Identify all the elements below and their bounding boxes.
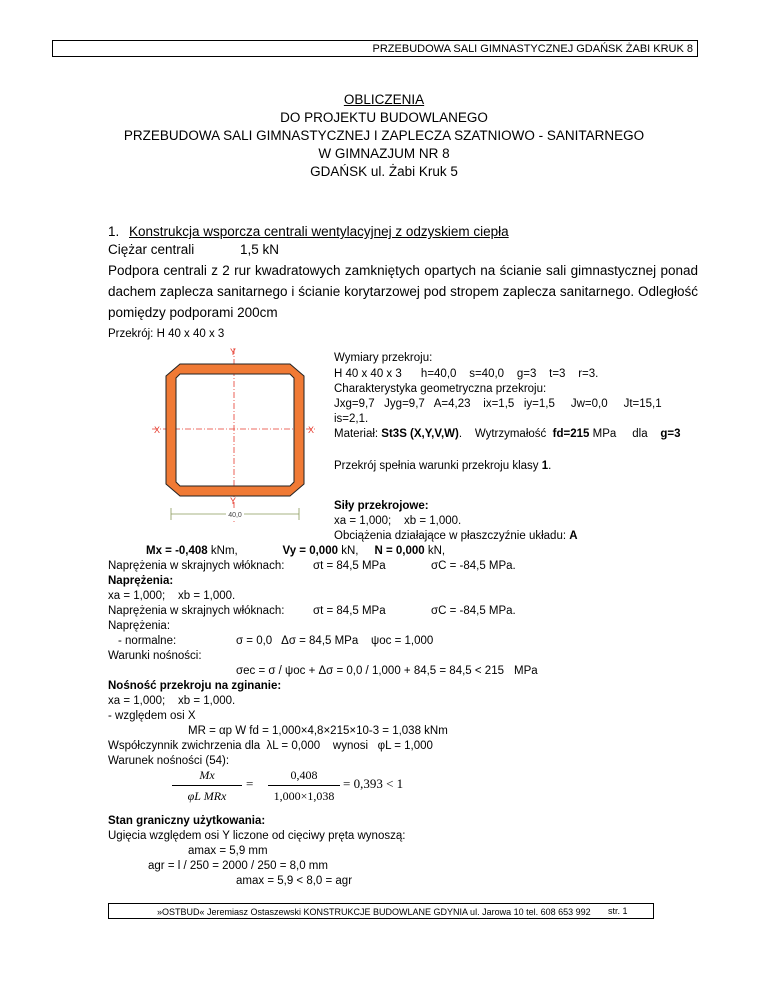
tube-profile	[166, 364, 304, 496]
section-class: Przekrój spełnia warunki przekroju klasy 1.	[334, 460, 552, 472]
fraction-bar-right	[268, 785, 340, 786]
sls-agr: agr = l / 250 = 2000 / 250 = 8,0 mm	[148, 860, 328, 872]
internal-forces: Mx = -0,408 kNm, Vy = 0,000 kN, N = 0,000 kN,	[146, 545, 446, 557]
doc-subtitle-3: W GIMNAZJUM NR 8	[318, 146, 450, 161]
forces-xa: xa = 1,000; xb = 1,000.	[334, 515, 462, 527]
y-bottom-label: Y	[230, 496, 237, 506]
condition-result: = 0,393 < 1	[343, 776, 404, 791]
lateral-torsional: Współczynnik zwichrzenia dla λL = 0,000 wynosi φL = 1,000	[108, 740, 433, 752]
capacity-conditions: Warunki nośności:	[108, 650, 202, 662]
stress-label-1: Naprężenia w skrajnych włóknach:	[108, 560, 285, 572]
weight-label: Ciężar centrali	[108, 242, 195, 257]
geometry-values: Jxg=9,7 Jyg=9,7 A=4,23 ix=1,5 iy=1,5 Jw=0,0 Jt=15,1	[334, 398, 662, 410]
dims-title: Wymiary przekroju:	[334, 352, 433, 364]
x-left-label: X	[154, 425, 161, 435]
bending-axis: - względem osi X	[108, 710, 196, 722]
geometry-title: Charakterystyka geometryczna przekroju:	[334, 383, 547, 395]
cross-section-diagram	[150, 346, 320, 526]
sls-deflection-text: Ugięcia względem osi Y liczone od cięciwy pręta wynoszą:	[108, 830, 406, 842]
section-title: Konstrukcja wsporcza centrali wentylacyjnej z odzyskiem ciepła	[129, 224, 509, 239]
stress-t-1: σt = 84,5 MPa	[313, 560, 386, 572]
fraction-denominator-left: φL MRx	[187, 789, 227, 803]
material-line: Materiał: St3S (X,Y,V,W). Wytrzymałość fd=215 MPa dla g=3	[334, 428, 681, 440]
description-paragraph: Podpora centrali z 2 rur kwadratowych zamkniętych opartych na ścianie sali gimnastycznej ponad dachem zaplecza sanitarnego i ścianie korytarzowej pod stropem zaplecza sanitarnego. Odległość pomiędzy podporami 200cm	[108, 263, 698, 320]
equals-sign: =	[246, 776, 254, 791]
moment-resistance: MR = αp W fd = 1,000×4,8×215×10-3 = 1,038 kNm	[188, 725, 448, 737]
stresses-xa: xa = 1,000; xb = 1,000.	[108, 590, 236, 602]
doc-subtitle-1: DO PROJEKTU BUDOWLANEGO	[280, 110, 488, 125]
section-number: 1.	[108, 224, 120, 239]
page-number: str. 1	[608, 906, 628, 916]
page-footer	[108, 903, 654, 919]
stress-c-2: σC = -84,5 MPa.	[431, 605, 516, 617]
sigma-unit: MPa	[514, 665, 538, 677]
fraction-numerator-right: 0,408	[290, 768, 318, 782]
sls-amax: amax = 5,9 mm	[188, 845, 268, 857]
capacity-condition-54: Warunek nośności (54):	[108, 755, 230, 767]
y-top-label: Y	[230, 347, 237, 357]
weight-value: 1,5 kN	[240, 242, 280, 257]
footer-company: »OSTBUD« Jeremiasz Ostaszewski KONSTRUKCJE BUDOWLANE GDYNIA ul. Jarowa 10 tel. 608 653 992	[157, 907, 591, 917]
section-label: Przekrój: H 40 x 40 x 3	[108, 328, 225, 340]
doc-subtitle-2: PRZEBUDOWA SALI GIMNASTYCZNEJ I ZAPLECZA SZATNIOWO - SANITARNEGO	[123, 128, 645, 143]
doc-subtitle-4: GDAŃSK ul. Żabi Kruk 5	[310, 164, 458, 179]
load-plane: Obciążenia działające w płaszczyźnie układu: A	[334, 530, 578, 542]
stresses-title: Naprężenia:	[108, 575, 174, 587]
stress-t-2: σt = 84,5 MPa	[313, 605, 386, 617]
fraction-bar-left	[172, 785, 242, 786]
fraction-denominator-right: 1,000×1,038	[273, 789, 335, 803]
forces-title: Siły przekrojowe:	[334, 500, 429, 512]
stresses-title-2: Naprężenia:	[108, 620, 171, 632]
sls-title: Stan graniczny użytkowania:	[108, 815, 266, 827]
fraction-numerator-left: Mx	[199, 768, 215, 782]
dimension-label: 40,0	[228, 512, 242, 519]
page-header: PRZEBUDOWA SALI GIMNASTYCZNEJ GDAŃSK ŻABI KRUK 8	[52, 40, 698, 57]
geometry-is: is=2,1.	[334, 413, 369, 425]
bending-title: Nośność przekroju na zginanie:	[108, 680, 282, 692]
stress-label-2: Naprężenia w skrajnych włóknach:	[108, 605, 285, 617]
sls-check: amax = 5,9 < 8,0 = agr	[236, 875, 353, 887]
bending-xa: xa = 1,000; xb = 1,000.	[108, 695, 236, 707]
normal-label: - normalne:	[118, 635, 177, 647]
sigma-ec: σec = σ / ψoc + Δσ = 0,0 / 1,000 + 84,5 = 84,5 < 215	[236, 665, 504, 677]
dims-values: H 40 x 40 x 3 h=40,0 s=40,0 g=3 t=3 r=3.	[334, 368, 599, 380]
stress-c-1: σC = -84,5 MPa.	[431, 560, 516, 572]
x-right-label: X	[308, 425, 315, 435]
doc-title: OBLICZENIA	[343, 92, 425, 107]
normal-values: σ = 0,0 Δσ = 84,5 MPa ψoc = 1,000	[236, 635, 434, 647]
